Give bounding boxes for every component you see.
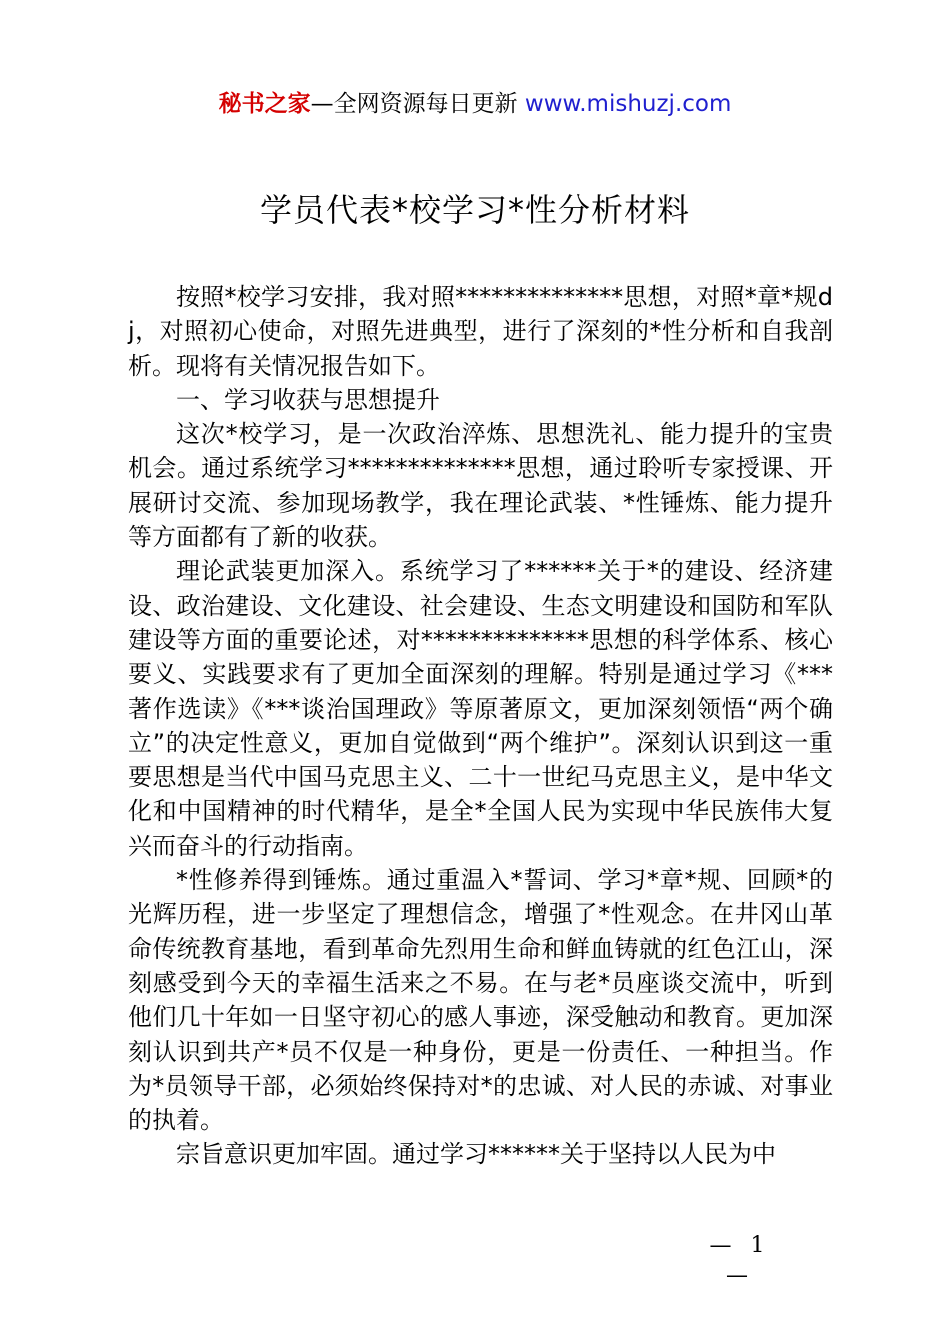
section-heading: 一、学习收获与思想提升 (176, 385, 440, 414)
site-header (0, 88, 950, 120)
site-url-link[interactable]: www.mishuzj.com (524, 91, 732, 117)
paragraph: 理论武装更加深入。系统学习了******关于*的建设、经济建设、政治建设、文化建设、社会建设、生态文明建设和国防和军队建设等方面的重要论述，对**************思想的科学体系、核心要义、实践要求有了更加全面深刻的理解。特别是通过学习《***著作选读》《***谈治国理政》等原著原文，更加深刻领悟“两个确立”的决定性意义，更加自觉做到“两个维护”。深刻认识到这一重要思想是当代中国马克思主义、二十一世纪马克思主义，是中华文化和中国精神的时代精华，是全*全国人民为实现中华民族伟大复兴而奋斗的行动指南。 (128, 557, 833, 860)
site-tagline: —全网资源每日更新 (310, 91, 525, 117)
paragraph: 宗旨意识更加牢固。通过学习******关于坚持以人民为中 (176, 1140, 776, 1169)
document-body (128, 280, 833, 1172)
site-brand: 秘书之家 (218, 91, 311, 117)
document-title: 学员代表*校学习*性分析材料 (259, 191, 690, 229)
paragraph: 这次*校学习，是一次政治淬炼、思想洗礼、能力提升的宝贵机会。通过系统学习**************思想，通过聆听专家授课、开展研讨交流、参加现场教学，我在理论武装、*性锤炼、能力提升等方面都有了新的收获。 (128, 420, 833, 552)
page-number: — 1 — (709, 1233, 771, 1288)
paragraph: *性修养得到锤炼。通过重温入*誓词、学习*章*规、回顾*的光辉历程，进一步坚定了理想信念，增强了*性观念。在井冈山革命传统教育基地，看到革命先烈用生命和鲜血铸就的红色江山，深刻感受到今天的幸福生活来之不易。在与老*员座谈交流中，听到他们几十年如一日坚守初心的感人事迹，深受触动和教育。更加深刻认识到共产*员不仅是一种身份，更是一份责任、一种担当。作为*员领导干部，必须始终保持对*的忠诚、对人民的赤诚、对事业的执着。 (128, 866, 833, 1135)
paragraph-intro: 按照*校学习安排，我对照**************思想，对照*章*规dj，对照初心使命，对照先进典型，进行了深刻的*性分析和自我剖析。现将有关情况报告如下。 (128, 283, 833, 380)
